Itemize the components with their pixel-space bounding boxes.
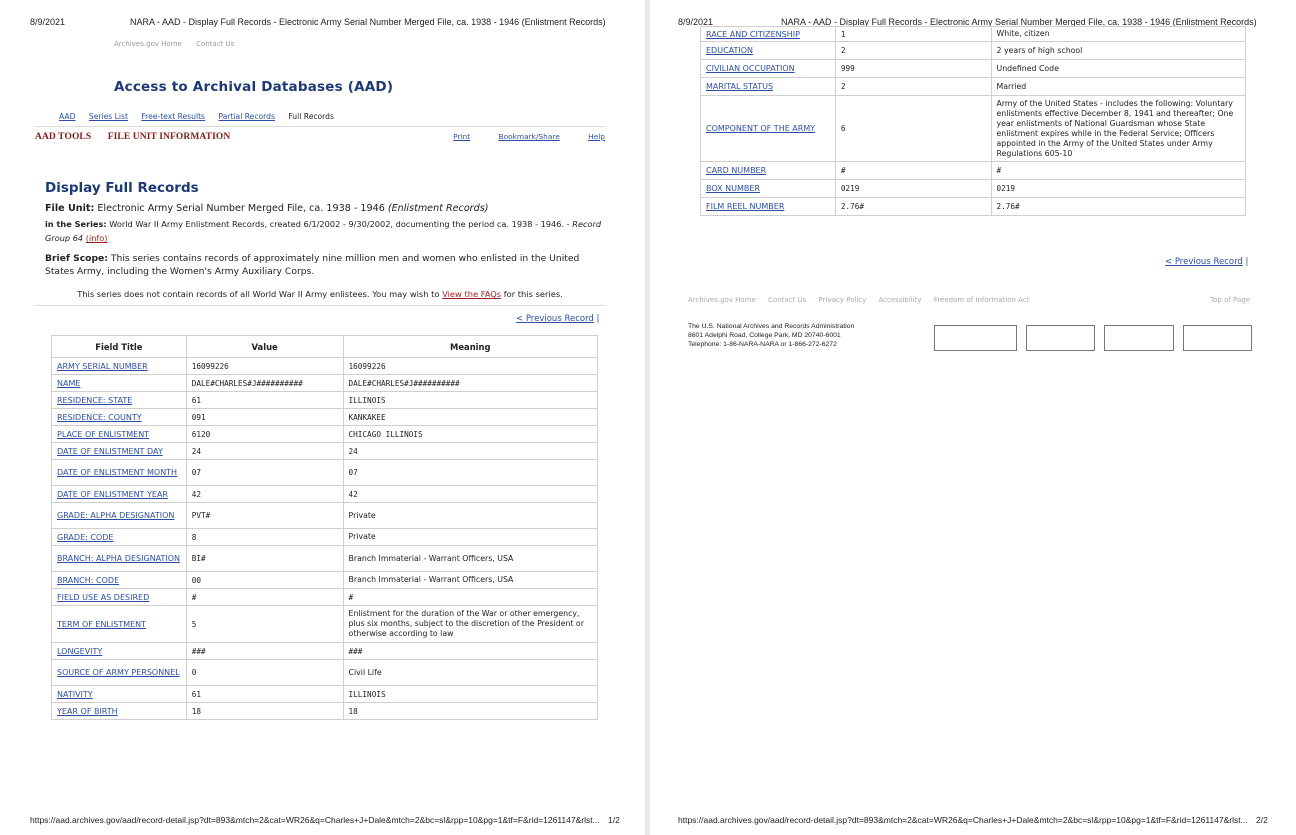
field-title-cell	[52, 443, 187, 460]
field-title-cell	[52, 392, 187, 409]
brief-scope-label: Brief Scope:	[45, 253, 108, 264]
field-title-cell	[52, 486, 187, 503]
site-title[interactable]: Access to Archival Databases (AAD)	[114, 79, 394, 95]
field-title-cell	[52, 503, 187, 529]
series-info-link[interactable]: (info)	[85, 233, 108, 243]
meaning-cell: Undefined Code	[991, 60, 1246, 78]
field-title-cell	[52, 409, 187, 426]
value-cell: 6120	[186, 426, 343, 443]
value-cell: 5	[186, 606, 343, 643]
field-title-link[interactable]: YEAR OF BIRTH	[57, 706, 118, 716]
field-title-link[interactable]: SOURCE OF ARMY PERSONNEL	[57, 668, 180, 677]
table-row	[701, 27, 1246, 42]
field-title-link[interactable]: DATE OF ENLISTMENT DAY	[57, 446, 163, 456]
field-title-cell	[52, 572, 187, 589]
field-title-link[interactable]: EDUCATION	[706, 46, 754, 55]
field-title-cell	[52, 606, 187, 643]
meaning-cell: 0219	[991, 180, 1246, 198]
field-title-cell	[52, 460, 187, 486]
field-title-link[interactable]: COMPONENT OF THE ARMY	[706, 124, 816, 133]
field-title-link[interactable]: GRADE: CODE	[57, 532, 114, 542]
footer-archives-home[interactable]: Archives.gov Home	[688, 296, 756, 304]
breadcrumb	[59, 112, 334, 121]
crumb-aad[interactable]: AAD	[59, 112, 76, 121]
file-unit-text: Electronic Army Serial Number Merged File, ca. 1938 - 1946	[97, 203, 385, 214]
archives-home-link[interactable]: Archives.gov Home	[114, 40, 182, 48]
record-group: Record Group 64	[45, 219, 602, 243]
prev-separator: |	[596, 314, 600, 324]
value-cell: 42	[186, 486, 343, 503]
table-row	[52, 606, 598, 643]
contact-us-link[interactable]: Contact Us	[196, 40, 235, 48]
value-cell: 2.76#	[835, 198, 991, 216]
meaning-cell: 24	[343, 443, 597, 460]
page-title: Display Full Records	[45, 180, 199, 196]
meaning-cell: #	[343, 589, 597, 606]
meaning-cell: Army of the United States - includes the following: Voluntary enlistments effective December 8, 1941 and thereafter; One year enlistments of National Guardsman whose State enlistment expires while in the Federal Service; Officers appointed in the Army of the United States under Army Regulations 605-10	[991, 96, 1246, 162]
field-title-cell	[701, 42, 836, 60]
record-table-continued	[700, 26, 1246, 216]
field-title-link[interactable]: BRANCH: CODE	[57, 575, 120, 585]
brief-scope-text: This series contains records of approximately nine million men and women who enlisted in the United States Army, including the Women's Army Auxiliary Corps.	[45, 253, 580, 277]
value-cell: PVT#	[186, 503, 343, 529]
meaning-cell: KANKAKEE	[343, 409, 597, 426]
meaning-cell: Civil Life	[343, 660, 597, 686]
field-title-cell	[701, 162, 836, 180]
table-row	[52, 660, 598, 686]
field-title-cell	[52, 375, 187, 392]
field-title-link[interactable]: BOX NUMBER	[706, 184, 760, 193]
field-title-cell	[701, 60, 836, 78]
value-cell: 24	[186, 443, 343, 460]
table-row	[701, 78, 1246, 96]
table-row	[52, 703, 598, 720]
table-header-row	[52, 336, 598, 358]
meaning-cell: 2.76#	[991, 198, 1246, 216]
field-title-link[interactable]: DATE OF ENLISTMENT YEAR	[57, 489, 168, 499]
field-title-link[interactable]: RACE AND CITIZENSHIP	[706, 29, 800, 39]
meaning-cell: Branch Immaterial - Warrant Officers, USA	[343, 572, 597, 589]
value-cell: 091	[186, 409, 343, 426]
table-row	[701, 96, 1246, 162]
value-cell: 18	[186, 703, 343, 720]
field-title-link[interactable]: NATIVITY	[57, 689, 93, 699]
field-title-link[interactable]: ARMY SERIAL NUMBER	[57, 361, 148, 371]
value-cell: 61	[186, 392, 343, 409]
value-cell: 6	[835, 96, 991, 162]
field-title-link[interactable]: RESIDENCE: STATE	[57, 395, 133, 405]
aad-tools-menu[interactable]: AAD TOOLS	[35, 132, 92, 142]
meaning-cell: ILLINOIS	[343, 392, 597, 409]
value-cell: 1	[835, 27, 991, 42]
value-cell: BI#	[186, 546, 343, 572]
nara-address-line: Telephone: 1-86-NARA-NARA or 1-866-272-6272	[688, 341, 837, 348]
table-row	[701, 180, 1246, 198]
top-of-page-link[interactable]: Top of Page	[1210, 296, 1250, 304]
table-row	[52, 546, 598, 572]
crumb-full-records: Full Records	[288, 112, 334, 121]
value-cell: 0219	[835, 180, 991, 198]
field-title-link[interactable]: RESIDENCE: COUNTY	[57, 412, 142, 422]
table-row	[52, 643, 598, 660]
footer-accessibility[interactable]: Accessibility	[878, 296, 922, 304]
field-title-cell	[52, 426, 187, 443]
header-field-title: Field Title	[52, 336, 187, 358]
value-cell: 2	[835, 78, 991, 96]
notice-text: This series does not contain records of all World War II Army enlistees. You may wish to	[77, 289, 440, 299]
value-cell: 999	[835, 60, 991, 78]
top-links	[114, 40, 246, 48]
table-row	[52, 589, 598, 606]
field-title-link[interactable]: CARD NUMBER	[706, 166, 767, 175]
print-url: https://aad.archives.gov/aad/record-detail.jsp?dt=893&mtch=2&cat=WR26&q=Charles+J+Dale&mtch=2&bc=sl&rpp=10&pg=1&tf=F&rid=1261147&rlst...	[678, 815, 1248, 825]
field-title-link[interactable]: GRADE: ALPHA DESIGNATION	[57, 511, 175, 520]
meaning-cell: Private	[343, 529, 597, 546]
field-title-cell	[701, 78, 836, 96]
field-title-cell	[52, 686, 187, 703]
print-page-number: 1/2	[608, 815, 620, 825]
field-title-link[interactable]: TERM OF ENLISTMENT	[57, 619, 147, 629]
print-link[interactable]: Print	[453, 132, 471, 141]
meaning-cell: #	[991, 162, 1246, 180]
notice-tail: for this series.	[503, 289, 563, 299]
footer-logo-box[interactable]	[1104, 325, 1174, 351]
print-date: 8/9/2021	[30, 17, 66, 27]
meaning-cell: 42	[343, 486, 597, 503]
table-row	[701, 42, 1246, 60]
print-title: NARA - AAD - Display Full Records - Electronic Army Serial Number Merged File, ca. 1938 - 1946 (Enlistment Records)	[781, 17, 1257, 27]
value-cell: DALE#CHARLES#J##########	[186, 375, 343, 392]
field-title-cell	[52, 660, 187, 686]
table-row	[52, 443, 598, 460]
table-row	[701, 60, 1246, 78]
footer-foia[interactable]: Freedom of Information Act	[933, 296, 1030, 304]
field-title-cell	[701, 27, 836, 42]
meaning-cell: Enlistment for the duration of the War or other emergency, plus six months, subject to the discretion of the President or otherwise according to law	[343, 606, 597, 643]
table-row	[52, 460, 598, 486]
field-title-link[interactable]: FIELD USE AS DESIRED	[57, 592, 150, 602]
table-row	[701, 198, 1246, 216]
value-cell: #	[186, 589, 343, 606]
view-faqs-link[interactable]: View the FAQs	[442, 289, 502, 299]
previous-record-link[interactable]: < Previous Record	[1165, 257, 1243, 267]
print-page-number: 2/2	[1256, 815, 1268, 825]
meaning-cell: 2 years of high school	[991, 42, 1246, 60]
series-info	[45, 217, 605, 245]
nara-address-line: The U.S. National Archives and Records Administration	[688, 323, 855, 330]
file-unit	[45, 202, 605, 215]
nara-address-line: 8601 Adelphi Road, College Park, MD 20740-6001	[688, 332, 841, 339]
field-title-cell	[52, 703, 187, 720]
meaning-cell: Branch Immaterial - Warrant Officers, USA	[343, 546, 597, 572]
meaning-cell: 07	[343, 460, 597, 486]
file-unit-label: File Unit:	[45, 203, 95, 214]
tools-bar	[35, 126, 605, 147]
field-title-cell	[701, 96, 836, 162]
table-row	[701, 162, 1246, 180]
field-title-link[interactable]: PLACE OF ENLISTMENT	[57, 429, 150, 439]
header-value: Value	[186, 336, 343, 358]
value-cell: ###	[186, 643, 343, 660]
prev-separator: |	[1245, 257, 1249, 267]
crumb-free-text-results[interactable]: Free-text Results	[141, 112, 206, 121]
value-cell: 00	[186, 572, 343, 589]
help-link[interactable]: Help	[588, 132, 605, 141]
record-table	[51, 335, 598, 720]
field-title-link[interactable]: DATE OF ENLISTMENT MONTH	[57, 468, 178, 477]
footer-contact-us[interactable]: Contact Us	[768, 296, 807, 304]
meaning-cell: CHICAGO ILLINOIS	[343, 426, 597, 443]
table-row	[52, 686, 598, 703]
crumb-partial-records[interactable]: Partial Records	[218, 112, 275, 121]
nara-address	[688, 322, 854, 349]
field-title-link[interactable]: BRANCH: ALPHA DESIGNATION	[57, 554, 181, 563]
field-title-cell	[52, 589, 187, 606]
value-cell: 0	[186, 660, 343, 686]
prev-record-top	[516, 314, 599, 324]
footer-privacy-policy[interactable]: Privacy Policy	[818, 296, 867, 304]
field-title-link[interactable]: LONGEVITY	[57, 646, 103, 656]
value-cell: #	[835, 162, 991, 180]
prev-record-bottom	[1165, 257, 1248, 267]
footer-logo-box[interactable]	[934, 325, 1017, 351]
footer-logo-box[interactable]	[1183, 325, 1252, 351]
meaning-cell: 16099226	[343, 358, 597, 375]
value-cell: 2	[835, 42, 991, 60]
meaning-cell: 18	[343, 703, 597, 720]
field-title-link[interactable]: NAME	[57, 378, 81, 388]
table-row	[52, 409, 598, 426]
field-title-cell	[52, 546, 187, 572]
meaning-cell: ###	[343, 643, 597, 660]
field-title-link[interactable]: FILM REEL NUMBER	[706, 202, 785, 211]
print-date: 8/9/2021	[678, 17, 714, 27]
value-cell: 16099226	[186, 358, 343, 375]
table-row	[52, 375, 598, 392]
meaning-cell: DALE#CHARLES#J##########	[343, 375, 597, 392]
value-cell: 8	[186, 529, 343, 546]
meaning-cell: White, citizen	[991, 27, 1246, 42]
table-row	[52, 529, 598, 546]
table-row	[52, 572, 598, 589]
file-unit-info-menu[interactable]: FILE UNIT INFORMATION	[107, 132, 231, 142]
print-page-1	[0, 0, 645, 835]
file-unit-italic: (Enlistment Records)	[387, 203, 489, 214]
meaning-cell: ILLINOIS	[343, 686, 597, 703]
previous-record-link[interactable]: < Previous Record	[516, 314, 594, 324]
crumb-series-list[interactable]: Series List	[88, 112, 128, 121]
table-row	[52, 486, 598, 503]
site-footer-links	[688, 296, 1250, 304]
print-url: https://aad.archives.gov/aad/record-detail.jsp?dt=893&mtch=2&cat=WR26&q=Charles+J+Dale&mtch=2&bc=sl&rpp=10&pg=1&tf=F&rid=1261147&rlst...	[30, 815, 600, 825]
meaning-cell: Private	[343, 503, 597, 529]
value-cell: 61	[186, 686, 343, 703]
table-row	[52, 503, 598, 529]
series-notice	[35, 289, 605, 306]
series-label: in the Series:	[45, 219, 107, 229]
table-row	[52, 392, 598, 409]
value-cell: 07	[186, 460, 343, 486]
field-title-link[interactable]: MARITAL STATUS	[706, 82, 774, 91]
field-title-cell	[52, 358, 187, 375]
field-title-cell	[52, 529, 187, 546]
bookmark-share-link[interactable]: Bookmark/Share	[498, 132, 560, 141]
print-title: NARA - AAD - Display Full Records - Electronic Army Serial Number Merged File, ca. 1938 - 1946 (Enlistment Records)	[130, 17, 606, 27]
footer-logo-box[interactable]	[1026, 325, 1095, 351]
table-row	[52, 358, 598, 375]
header-meaning: Meaning	[343, 336, 597, 358]
field-title-cell	[52, 643, 187, 660]
brief-scope	[45, 252, 605, 278]
field-title-link[interactable]: CIVILIAN OCCUPATION	[706, 64, 795, 73]
meaning-cell: Married	[991, 78, 1246, 96]
series-text: World War II Army Enlistment Records, created 6/1/2002 - 9/30/2002, documenting the period ca. 1938 - 1946. -	[109, 219, 570, 229]
table-row	[52, 426, 598, 443]
field-title-cell	[701, 180, 836, 198]
field-title-cell	[701, 198, 836, 216]
